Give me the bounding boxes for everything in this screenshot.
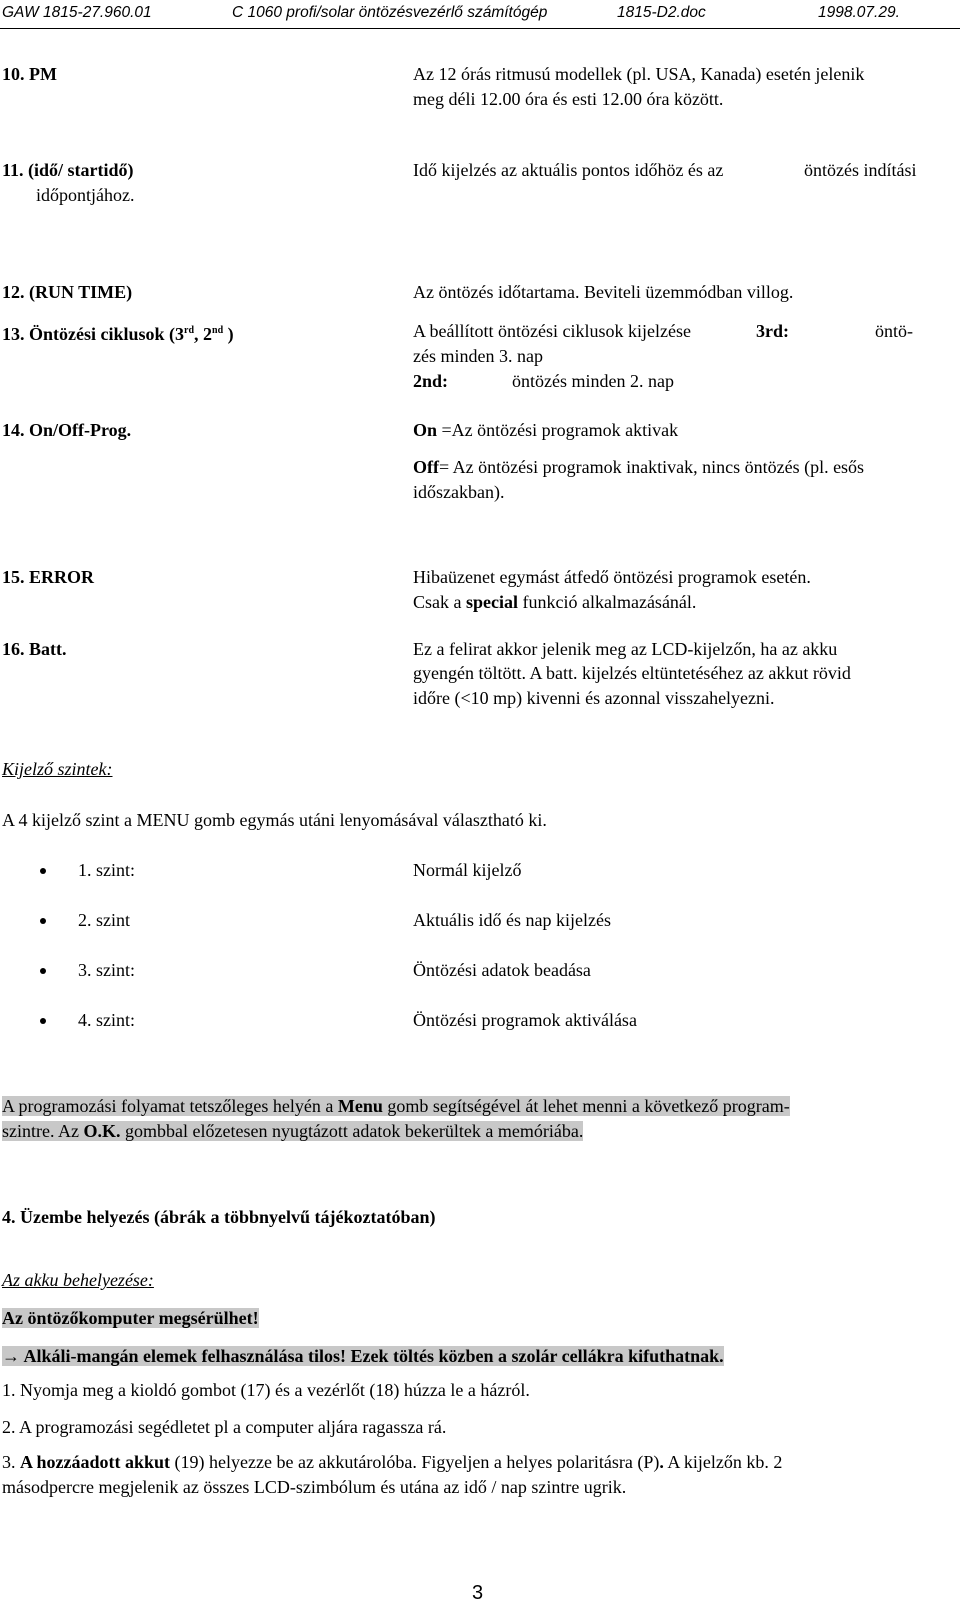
doc-date: 1998.07.29. xyxy=(818,4,900,21)
item-11-desc-line1: Idő kijelzés az aktuális pontos időhöz és az xyxy=(413,160,724,180)
item-15-desc-line1: Hibaüzenet egymást átfedő öntözési programok esetén. xyxy=(413,567,811,587)
step-1: 1. Nyomja meg a kioldó gombot (17) és a vezérlőt (18) húzza le a házról. xyxy=(2,1380,530,1400)
level-1-label: 1. szint: xyxy=(78,860,135,880)
level-3-label: 3. szint: xyxy=(78,960,135,980)
item-16-desc-line2: gyengén töltött. A batt. kijelzés eltüntetéséhez az akkut rövid xyxy=(413,663,851,683)
page-number: 3 xyxy=(472,1582,484,1604)
item-13-label: 13. Öntözési ciklusok (3rd, 2nd ) xyxy=(2,324,234,344)
item-14-off-line2: időszakban). xyxy=(413,482,505,502)
battery-subheading: Az akku behelyezése: xyxy=(2,1270,154,1290)
section-4-title: 4. Üzembe helyezés (ábrák a többnyelvű tájékoztatóban) xyxy=(2,1207,436,1227)
doc-title: C 1060 profi/solar öntözésvezérlő számítógép xyxy=(232,4,548,21)
item-11-label: 11. (idő/ startidő) xyxy=(2,160,134,180)
item-14-off-line: Off= Az öntözési programok inaktivak, nincs öntözés (pl. esős xyxy=(413,457,865,477)
bullet-icon xyxy=(40,918,46,924)
item-10-label: 10. PM xyxy=(2,64,57,84)
step-3-line2: másodpercre megjelenik az összes LCD-szimbólum és utána az idő / nap szintre ugrik. xyxy=(2,1477,627,1497)
level-2-text: Aktuális idő és nap kijelzés xyxy=(413,910,611,930)
bullet-icon xyxy=(40,868,46,874)
item-11-desc-line1-end: öntözés indítási xyxy=(804,160,917,180)
levels-heading: Kijelző szintek: xyxy=(2,759,113,779)
level-4-text: Öntözési programok aktiválása xyxy=(413,1010,637,1030)
item-12-desc: Az öntözés időtartama. Beviteli üzemmódban villog. xyxy=(413,282,794,302)
item-16-label: 16. Batt. xyxy=(2,639,67,659)
item-14-on-line: On =Az öntözési programok aktivak xyxy=(413,420,679,440)
bullet-icon xyxy=(40,968,46,974)
item-15-label: 15. ERROR xyxy=(2,567,95,587)
item-13-desc-line3: öntözés minden 2. nap xyxy=(512,371,674,391)
doc-code: GAW 1815-27.960.01 xyxy=(2,4,152,21)
level-2-label: 2. szint xyxy=(78,910,130,930)
bullet-icon xyxy=(40,1018,46,1024)
step-2: 2. A programozási segédletet pl a computer aljára ragassza rá. xyxy=(2,1417,447,1437)
warning-line2: → Alkáli-mangán elemek felhasználása tilos! Ezek töltés közben a szolár cellákra kifuthatnak. xyxy=(2,1346,724,1366)
item-16-desc-line1: Ez a felirat akkor jelenik meg az LCD-kijelzőn, ha az akku xyxy=(413,639,838,659)
item-13-desc-line2: zés minden 3. nap xyxy=(413,346,543,366)
item-14-label: 14. On/Off-Prog. xyxy=(2,420,132,440)
item-15-desc-line2: Csak a special funkció alkalmazásánál. xyxy=(413,592,697,612)
item-13-desc-line1-end: öntö- xyxy=(875,321,913,341)
item-11-desc-line2: időpontjához. xyxy=(36,185,135,205)
item-13-2nd-label: 2nd: xyxy=(413,371,449,391)
level-4-label: 4. szint: xyxy=(78,1010,135,1030)
warning-line1: Az öntözőkomputer megsérülhet! xyxy=(2,1308,259,1328)
page-header xyxy=(0,4,960,29)
item-16-desc-line3: időre (<10 mp) kivenni és azonnal visszahelyezni. xyxy=(413,688,775,708)
item-10-desc-line2: meg déli 12.00 óra és esti 12.00 óra között. xyxy=(413,89,724,109)
arrow-right-icon: → xyxy=(2,1346,20,1366)
item-13-3rd-label: 3rd: xyxy=(756,321,789,341)
step-3-line1: 3. A hozzáadott akkut (19) helyezze be az akkutárolóba. Figyeljen a helyes polaritásra (P). A kijelzőn kb. 2 xyxy=(2,1452,783,1472)
item-12-label: 12. (RUN TIME) xyxy=(2,282,133,302)
levels-intro: A 4 kijelző szint a MENU gomb egymás utáni lenyomásával választható ki. xyxy=(2,810,547,830)
menu-note-line1: A programozási folyamat tetszőleges helyén a Menu gomb segítségével át lehet menni a következő program- xyxy=(2,1096,790,1116)
item-13-desc-line1: A beállított öntözési ciklusok kijelzése xyxy=(413,321,691,341)
doc-file: 1815-D2.doc xyxy=(617,4,706,21)
item-10-desc-line1: Az 12 órás ritmusú modellek (pl. USA, Kanada) esetén jelenik xyxy=(413,64,865,84)
level-1-text: Normál kijelző xyxy=(413,860,522,880)
level-3-text: Öntözési adatok beadása xyxy=(413,960,591,980)
menu-note-line2: szintre. Az O.K. gombbal előzetesen nyugtázott adatok bekerültek a memóriába. xyxy=(2,1121,584,1141)
